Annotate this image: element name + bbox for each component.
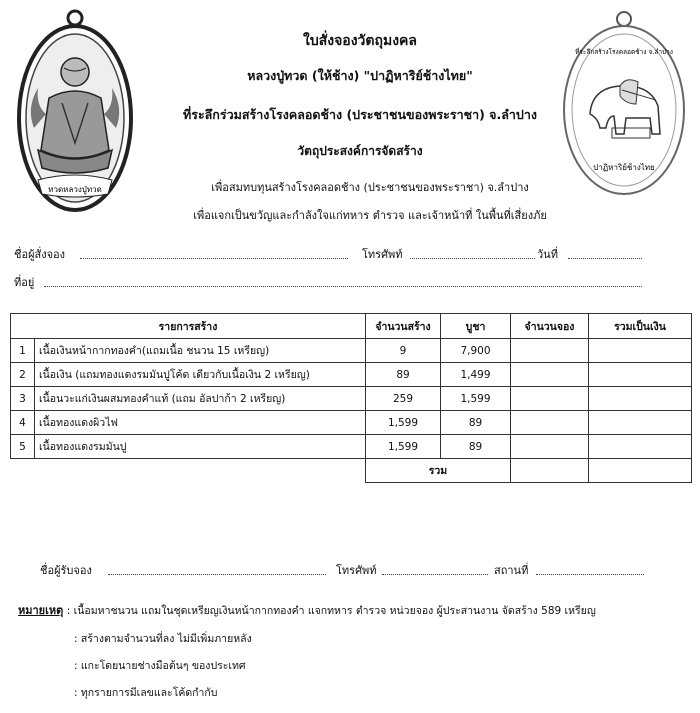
order-date-field[interactable]: [568, 246, 642, 259]
orderer-name-field[interactable]: [80, 246, 348, 259]
elephant-medal-image: [560, 10, 688, 200]
receiver-name-field[interactable]: [108, 562, 326, 575]
table-row: [11, 387, 692, 411]
row-total-cell[interactable]: [589, 363, 692, 387]
header-item: รายการสร้าง: [11, 314, 366, 339]
header-quantity-ordered: จำนวนจอง: [511, 314, 589, 339]
row-quantity-ordered-cell[interactable]: [511, 363, 589, 387]
table-row: [11, 363, 692, 387]
row-quantity-made: 259: [366, 387, 441, 411]
row-number: 4: [11, 411, 35, 435]
notes-line-3: : แกะโดยนายช่างมือต้นๆ ของประเทศ: [74, 660, 246, 672]
row-quantity-made: 9: [366, 339, 441, 363]
project-location: ที่ระลึกร่วมสร้างโรงคลอดช้าง (ประชาชนของพระราชา) จ.ลำปาง: [182, 107, 537, 122]
table-header-row: [11, 314, 692, 339]
order-date-label: วันที่: [537, 248, 558, 261]
address-label: ที่อยู่: [14, 276, 35, 289]
row-price: 1,499: [441, 363, 511, 387]
notes-line-4: : ทุกรายการมีเลขและโค้ดกำกับ: [74, 687, 218, 699]
row-price: 1,599: [441, 387, 511, 411]
header-quantity-made: จำนวนสร้าง: [366, 314, 441, 339]
row-quantity-made: 1,599: [366, 435, 441, 459]
header-total-amount: รวมเป็นเงิน: [589, 314, 692, 339]
row-item: เนื้อทองแดงผิวไฟ: [35, 411, 366, 435]
right-medal-text-bottom: ปาฏิหาริย์ช้างไทย: [593, 163, 655, 172]
row-item: เนื้อทองแดงรมมันปู: [35, 435, 366, 459]
row-quantity-ordered-cell[interactable]: [511, 435, 589, 459]
purpose-line-2: เพื่อแจกเป็นขวัญและกำลังใจแก่ทหาร ตำรวจ และเจ้าหน้าที่ ในพื้นที่เสี่ยงภัย: [193, 209, 547, 222]
row-price: 89: [441, 435, 511, 459]
row-number: 1: [11, 339, 35, 363]
row-quantity-ordered-cell[interactable]: [511, 387, 589, 411]
notes-line-1-wrap: [18, 601, 596, 619]
right-medal-text-top: ที่ระลึกสร้างโรงคลอดช้าง จ.ลำปาง: [575, 48, 673, 56]
grand-total-cell[interactable]: [589, 459, 692, 483]
table-row: [11, 411, 692, 435]
receiver-place-label: สถานที่: [494, 564, 529, 577]
orderer-name-label: ชื่อผู้สั่งจอง: [14, 248, 66, 261]
total-label: รวม: [366, 459, 511, 483]
purpose-heading: วัตถุประสงค์การจัดสร้าง: [297, 144, 423, 158]
purpose-line-1: เพื่อสมทบทุนสร้างโรงคลอดช้าง (ประชาชนของพระราชา) จ.ลำปาง: [211, 181, 529, 194]
row-quantity-ordered-cell[interactable]: [511, 411, 589, 435]
row-quantity-made: 1,599: [366, 411, 441, 435]
notes-line-1: : เนื้อมหาชนวน แถมในชุดเหรียญเงินหน้ากากทองคำ แจกทหาร ตำรวจ หน่วยจอง ผู้ประสานงาน จัดสร้าง 589 เหรียญ: [66, 605, 596, 617]
row-total-cell[interactable]: [589, 339, 692, 363]
orderer-phone-field[interactable]: [410, 246, 535, 259]
row-price: 7,900: [441, 339, 511, 363]
row-number: 3: [11, 387, 35, 411]
form-subtitle: หลวงปู่ทวด (ให้ช้าง) "ปาฏิหาริย์ช้างไทย": [247, 68, 473, 83]
header-price: บูชา: [441, 314, 511, 339]
total-quantity-cell[interactable]: [511, 459, 589, 483]
notes-title: หมายเหตุ: [18, 604, 64, 617]
row-total-cell[interactable]: [589, 411, 692, 435]
row-price: 89: [441, 411, 511, 435]
row-item: เนื้อเงินหน้ากากทองคำ(แถมเนื้อ ชนวน 15 เหรียญ): [35, 339, 366, 363]
row-total-cell[interactable]: [589, 435, 692, 459]
form-title: ใบสั่งจองวัตถุมงคล: [303, 33, 417, 49]
orderer-phone-label: โทรศัพท์: [362, 248, 403, 261]
row-item: เนื้อนวะแก่เงินผสมทองคำแท้ (แถม อัลปาก้า 2 เหรียญ): [35, 387, 366, 411]
notes-line-2: : สร้างตามจำนวนที่ลง ไม่มีเพิ่มภายหลัง: [74, 633, 252, 645]
row-quantity-made: 89: [366, 363, 441, 387]
receiver-phone-label: โทรศัพท์: [336, 564, 377, 577]
address-field[interactable]: [44, 274, 642, 287]
order-items-table: [10, 313, 692, 483]
row-quantity-ordered-cell[interactable]: [511, 339, 589, 363]
total-row: [11, 459, 692, 483]
table-row: [11, 339, 692, 363]
row-number: 5: [11, 435, 35, 459]
left-medal-text: ทวดหลวงปู่ทวด: [48, 185, 102, 194]
receiver-phone-field[interactable]: [382, 562, 488, 575]
receiver-place-field[interactable]: [536, 562, 644, 575]
table-row: [11, 435, 692, 459]
row-total-cell[interactable]: [589, 387, 692, 411]
receiver-name-label: ชื่อผู้รับจอง: [40, 564, 92, 577]
row-item: เนื้อเงิน (แถมทองแดงรมมันปูโค้ด เดียวกับเนื้อเงิน 2 เหรียญ): [35, 363, 366, 387]
row-number: 2: [11, 363, 35, 387]
